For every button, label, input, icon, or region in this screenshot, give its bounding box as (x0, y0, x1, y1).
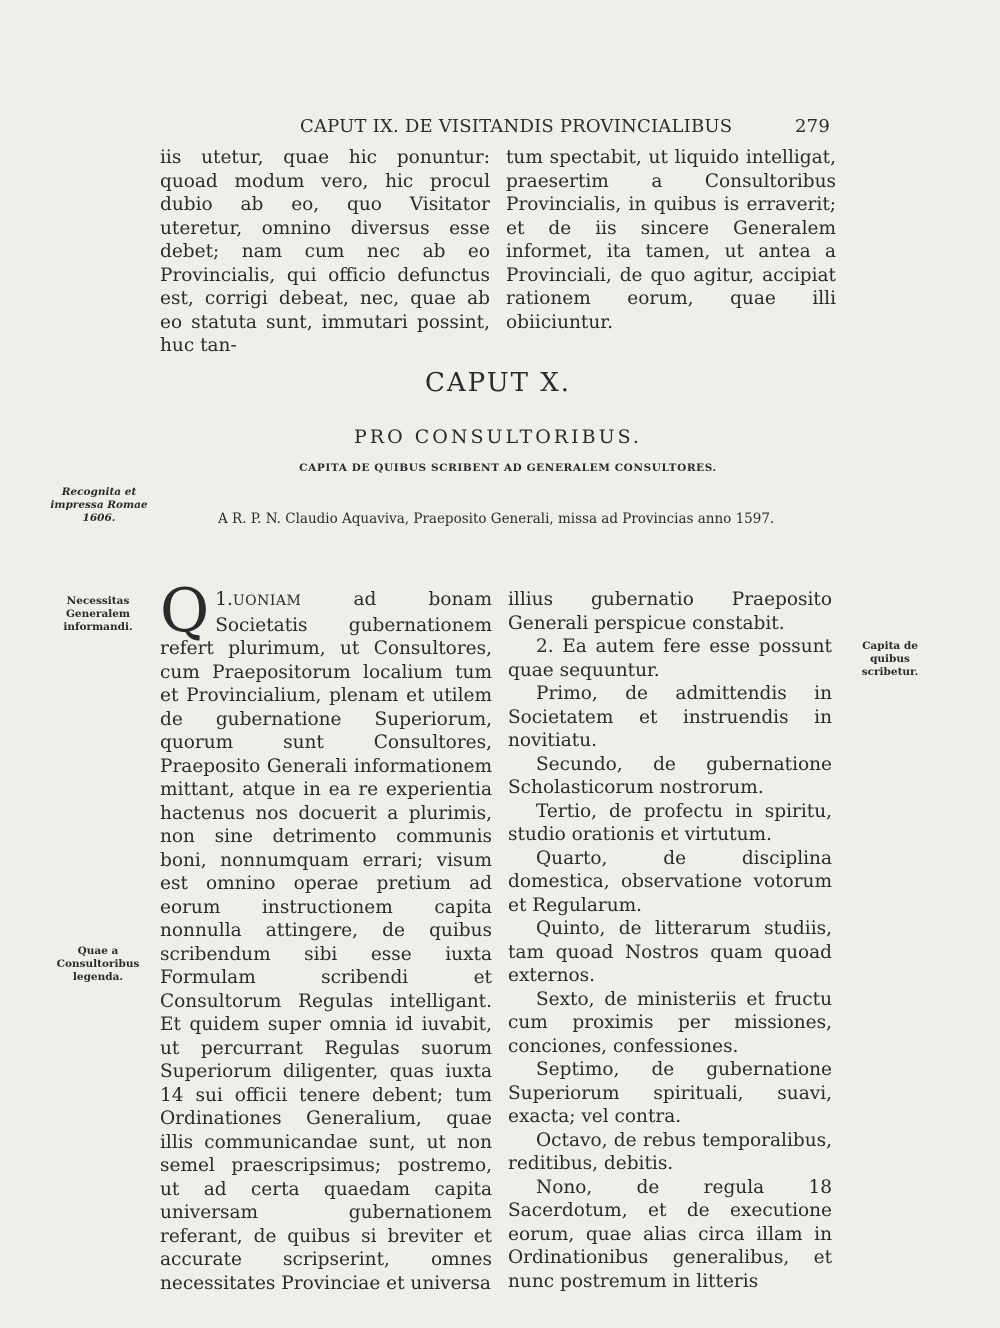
body-right-line: Octavo, de rebus temporalibus, reditibus, debitis. (508, 1129, 832, 1174)
body-right-line: Quinto, de litterarum studiis, tam quoad Nostros quam quoad externos. (508, 918, 832, 986)
body-right-line: Tertio, de profectu in spiritu, studio orationis et virtutum. (508, 800, 832, 845)
attribution: A R. P. N. Claudio Aquaviva, Praeposito Generali, missa ad Provincias anno 1597. (218, 511, 775, 527)
side-note-necessitas: Necessitas Generalem informandi. (63, 595, 133, 633)
side-note-capita: Capita de quibus scribetur. (861, 640, 919, 678)
body-right-line: Septimo, de gubernatione Superiorum spirituali, suavi, exacta; vel contra. (508, 1059, 832, 1127)
body-right-line: 2. Ea autem fere esse possunt quae sequuntur. (508, 636, 832, 681)
side-note-recognita: Recognita et impressa Romae 1606. (50, 486, 148, 524)
drop-cap: Q (160, 576, 210, 646)
body-right-line: Quarto, de disciplina domestica, observatione votorum et Regularum. (508, 847, 832, 916)
top-text-left: iis utetur, quae hic ponuntur: quoad modum vero, hic procul dubio ab eo, quo Visitator uteretur, omnino diversus esse debet; nam cum nec ab eo Provincialis, qui officio defunctus est, corrigi debeat, nec, quae ab eo statuta sunt, immutari possint, huc tan- (160, 147, 490, 356)
body-right-line: Primo, de admittendis in Societatem et instruendis in novitiatu. (508, 683, 832, 751)
body-right-line: illius gubernatio Praeposito Generali perspicue constabit. (508, 589, 832, 634)
body-right-line: Secundo, de gubernatione Scholasticorum nostrorum. (508, 753, 832, 798)
top-text-left-column (160, 146, 490, 358)
paragraph-1-text: ad bonam Societatis gubernationem refert plurimum, ut Consultores, cum Praepositorum localium tum et Provincialium, plenam et utilem de gubernatione Superiorum, quorum sunt Consultores, Praeposito Generali informationem mittant, atque in ea re experientia hactenus nos docuerit a plurimis, non sine detrimento communis boni, nonnumquam errari; visum est omnino operae pretium ad eorum instructionem capita nonnulla attingere, de quibus scribendum sibi esse iuxta Formulam scribendi et Consultorum Regulas intelligant. Et quidem super omnia id iuvabit, ut percurrant Regulas suorum Superiorum diligenter, quas iuxta 14 sui officii tenere debent; tum Ordinationes Generalium, quae illis communicandae sunt, ut non semel praescripsimus; postremo, ut ad certa quaedam capita universam gubernationem referant, de quibus si breviter et accurate scripserint, omnes necessitates Provinciae et universa (160, 589, 492, 1294)
page-number: 279 (795, 116, 830, 137)
sub-heading: CAPITA DE QUIBUS SCRIBENT AD GENERALEM CONSULTORES. (299, 462, 717, 474)
side-note-quae: Quae a Consultoribus legenda. (56, 945, 140, 983)
paragraph-1 (160, 576, 492, 1295)
body-right-column (508, 588, 832, 1293)
paragraph-number: 1. (215, 589, 233, 610)
body-left-column (160, 576, 492, 1295)
body-right-line: Sexto, de ministeriis et fructu cum proximis per missiones, conciones, confessiones. (508, 988, 832, 1057)
running-head-title: CAPUT IX. DE VISITANDIS PROVINCIALIBUS (300, 116, 733, 137)
top-text-right-column (506, 146, 836, 334)
section-heading: PRO CONSULTORIBUS. (354, 426, 642, 448)
body-right-line: Nono, de regula 18 Sacerdotum, et de executione eorum, quae alias circa illam in Ordinationibus generalibus, et nunc postremum in litteris (508, 1176, 832, 1292)
top-text-right: tum spectabit, ut liquido intelligat, praesertim a Consultoribus Provincialis, in quibus is erraverit; et de iis sincere Generalem informet, ita tamen, ut antea a Provinciali, de quo agitur, accipiat rationem eorum, quae illi obiiciuntur. (506, 147, 836, 333)
paragraph-smallcaps: UONIAM (232, 593, 302, 609)
chapter-heading: CAPUT X. (425, 368, 571, 398)
running-head (160, 116, 830, 138)
